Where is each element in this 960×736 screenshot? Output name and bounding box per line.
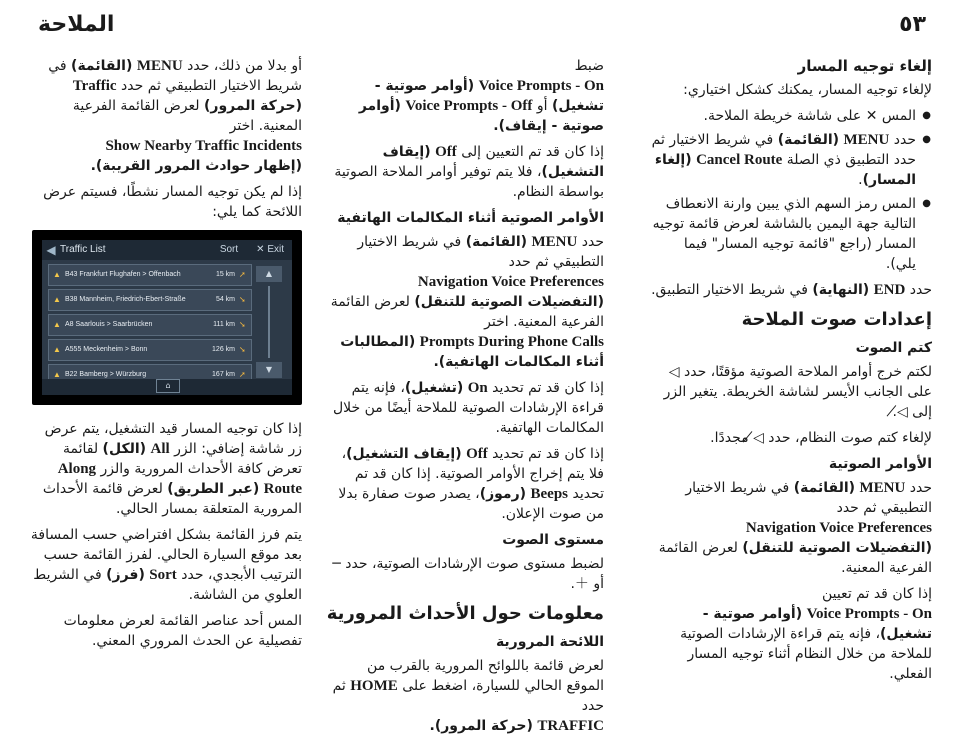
heading-voice-prompts: الأوامر الصوتية xyxy=(828,456,932,472)
direction-arrow-icon: ➘ xyxy=(239,320,246,329)
scroll-up-icon: ▲ xyxy=(256,266,282,282)
direction-arrow-icon: ➘ xyxy=(239,345,246,354)
page-header xyxy=(0,0,960,54)
direction-arrow-icon: ➚ xyxy=(239,370,246,379)
list-display-text: إذا لم يكن توجيه المسار نشطًا، فسيتم عرض اللائحة كما يلي: xyxy=(43,184,302,220)
direction-arrow-icon: ➚ xyxy=(239,270,246,279)
scroll-track xyxy=(268,286,270,358)
voice-on-text: إذا كان قد تم تعيين Voice Prompts - On (أوامر صوتية - تشغيل)، فإنه يتم قراءة الإرشادات الصوتية للملاحة من خلال النظام أثناء توجيه المسار الفعلي. xyxy=(680,586,932,682)
scroll-down-icon: ▼ xyxy=(256,362,282,378)
traffic-list-text: لعرض قائمة باللوائح المرورية بالقرب من الموقع الحالي للسيارة، اضغط على HOME ثم حدد TRAFFIC (حركة المرور). xyxy=(332,658,604,734)
route-active-text: إذا كان توجيه المسار قيد التشغيل، يتم عرض زر شاشة إضافي: الزر All (الكل) لقائمة تعرض كافة الأحداث المرورية والزر Along Route (عبر الطريق) لعرض قائمة الأحداث المرورية المتعلقة بمسار الحالي. xyxy=(42,421,302,517)
voice-on-off-text: ضبط Voice Prompts - On (أوامر صوتية - تشغيل) أو Voice Prompts - Off (أوامر صوتية - إيقاف). xyxy=(358,58,604,134)
traffic-rows xyxy=(48,264,252,389)
scroll-control xyxy=(256,266,282,378)
mute-text: لكتم خرج أوامر الملاحة الصوتية مؤقتًا، حدد ◁ على الجانب الأيسر لشاشة الخريطة. يتغير الزر إلى ◁̸. xyxy=(663,364,932,420)
volume-text: لضبط مستوى صوت الإرشادات الصوتية، حدد ─ أو ＋. xyxy=(332,556,604,592)
heading-traffic-list: اللائحة المرورية xyxy=(495,634,604,650)
warning-icon: ▲ xyxy=(53,320,61,329)
heading-voice-settings: إعدادات صوت الملاحة xyxy=(741,309,932,330)
traffic-row: ▲ A555 Meckenheim > Bonn 126 km ➘ xyxy=(48,339,252,361)
warning-icon: ▲ xyxy=(53,345,61,354)
option-touch-x: ● المس ✕ على شاشة خريطة الملاحة. xyxy=(650,106,916,126)
traffic-row: ▲ B22 Bamberg > Würzburg 167 km ➚ xyxy=(48,364,252,386)
screen-topbar xyxy=(42,240,292,260)
prompts-calls-text: حدد MENU (القائمة) في شريط الاختيار التطبيقي ثم حدد Navigation Voice Preferences (التفضيلات الصوتية للتنقل) لعرض القائمة الفرعية المعنية. اختر Prompts During Phone Calls (المطالبات أثناء المكالمات الهاتفية). xyxy=(330,234,604,370)
option-end: حدد END (النهاية) في شريط الاختيار التطبيق. xyxy=(651,282,932,298)
unmute-text: لإلغاء كتم صوت النظام، حدد ◁̸ مجددًا. xyxy=(710,430,932,446)
left-column xyxy=(28,56,302,649)
warning-icon: ▲ xyxy=(53,270,61,279)
direction-arrow-icon: ➘ xyxy=(239,295,246,304)
screen-bottombar xyxy=(42,379,292,395)
traffic-menu-text: أو بدلا من ذلك، حدد MENU (القائمة) في شريط الاختيار التطبيقي ثم حدد Traffic (حركة المرور) لعرض القائمة الفرعية المعنية. اختر Show Nearby Traffic Incidents (إظهار حوادث المرور القريبة). xyxy=(48,58,302,174)
cancel-options-list xyxy=(650,106,932,274)
exit-button: ✕ Exit xyxy=(256,244,284,255)
sort-button: Sort xyxy=(219,244,239,255)
detail-text: المس أحد عناصر القائمة لعرض معلومات تفصيلية عن الحدث المروري المعني. xyxy=(63,613,302,649)
heading-volume: مستوى الصوت xyxy=(502,532,604,548)
heading-cancel-route: إلغاء توجيه المسار xyxy=(797,57,932,75)
heading-traffic-info: معلومات حول الأحداث المرورية xyxy=(326,603,604,624)
screen-title: Traffic List xyxy=(60,244,106,255)
traffic-row: ▲ B43 Frankfurt Flughafen > Offenbach 15 km ➚ xyxy=(48,264,252,286)
middle-column xyxy=(326,56,604,734)
traffic-row: ▲ B38 Mannheim, Friedrich-Ebert-Straße 54 km ➘ xyxy=(48,289,252,311)
cancel-intro: لإلغاء توجيه المسار، يمكنك كشكل اختياري: xyxy=(683,82,932,98)
option-menu-cancel: ● حدد MENU (القائمة) في شريط الاختيار ثم حدد التطبيق ذي الصلة Cancel Route (إلغاء المسار). xyxy=(650,130,916,190)
option-arrow-symbol: ● المس رمز السهم الذي يبين وارنة الانعطاف التالية جهة اليمين بالشاشة لعرض قائمة توجيه المسار (راجع "قائمة توجيه المسار" فيما يلي). xyxy=(650,194,916,274)
heading-mute: كتم الصوت xyxy=(855,340,932,356)
calls-off-text: إذا كان قد تم تحديد Off (إيقاف التشغيل)، فلا يتم إخراج الأوامر الصوتية. إذا كان قد تم تحديد Beeps (رموز)، يصدر صوت صفارة بدلا من صوت الإعلان. xyxy=(338,446,604,522)
home-icon: ⌂ xyxy=(156,379,180,393)
page-number: ٥٣ xyxy=(899,12,926,37)
traffic-row: ▲ A8 Saarlouis > Saarbrücken 111 km ➘ xyxy=(48,314,252,336)
heading-prompts-during-calls: الأوامر الصوتية أثناء المكالمات الهاتفية xyxy=(337,210,604,226)
right-column xyxy=(650,56,932,682)
warning-icon: ▲ xyxy=(53,295,61,304)
calls-on-text: إذا كان قد تم تحديد On (تشغيل)، فإنه يتم قراءة الإرشادات الصوتية للملاحة أيضًا من خلال المكالمات الهاتفية. xyxy=(332,380,604,436)
infotainment-screen xyxy=(42,240,292,395)
sort-text: يتم فرز القائمة بشكل افتراضي حسب المسافة بعد موقع السيارة الحالي. لفرز القائمة حسب الترتيب الأبجدي، حدد Sort (فرز) في الشريط العلوي من الشاشة. xyxy=(30,527,302,603)
warning-icon: ▲ xyxy=(53,370,61,379)
back-arrow-icon: ◀ xyxy=(46,243,56,257)
traffic-list-screen-image xyxy=(32,230,302,405)
voice-off-text: إذا كان قد تم التعيين إلى Off (إيقاف التشغيل)، فلا يتم توفير أوامر الملاحة الصوتية بواسطة النظام. xyxy=(334,144,604,200)
section-title: الملاحة xyxy=(38,12,115,37)
voice-prompts-text: حدد MENU (القائمة) في شريط الاختيار التطبيقي ثم حدد Navigation Voice Preferences (التفضيلات الصوتية للتنقل) لعرض القائمة الفرعية المعنية. xyxy=(658,480,932,576)
